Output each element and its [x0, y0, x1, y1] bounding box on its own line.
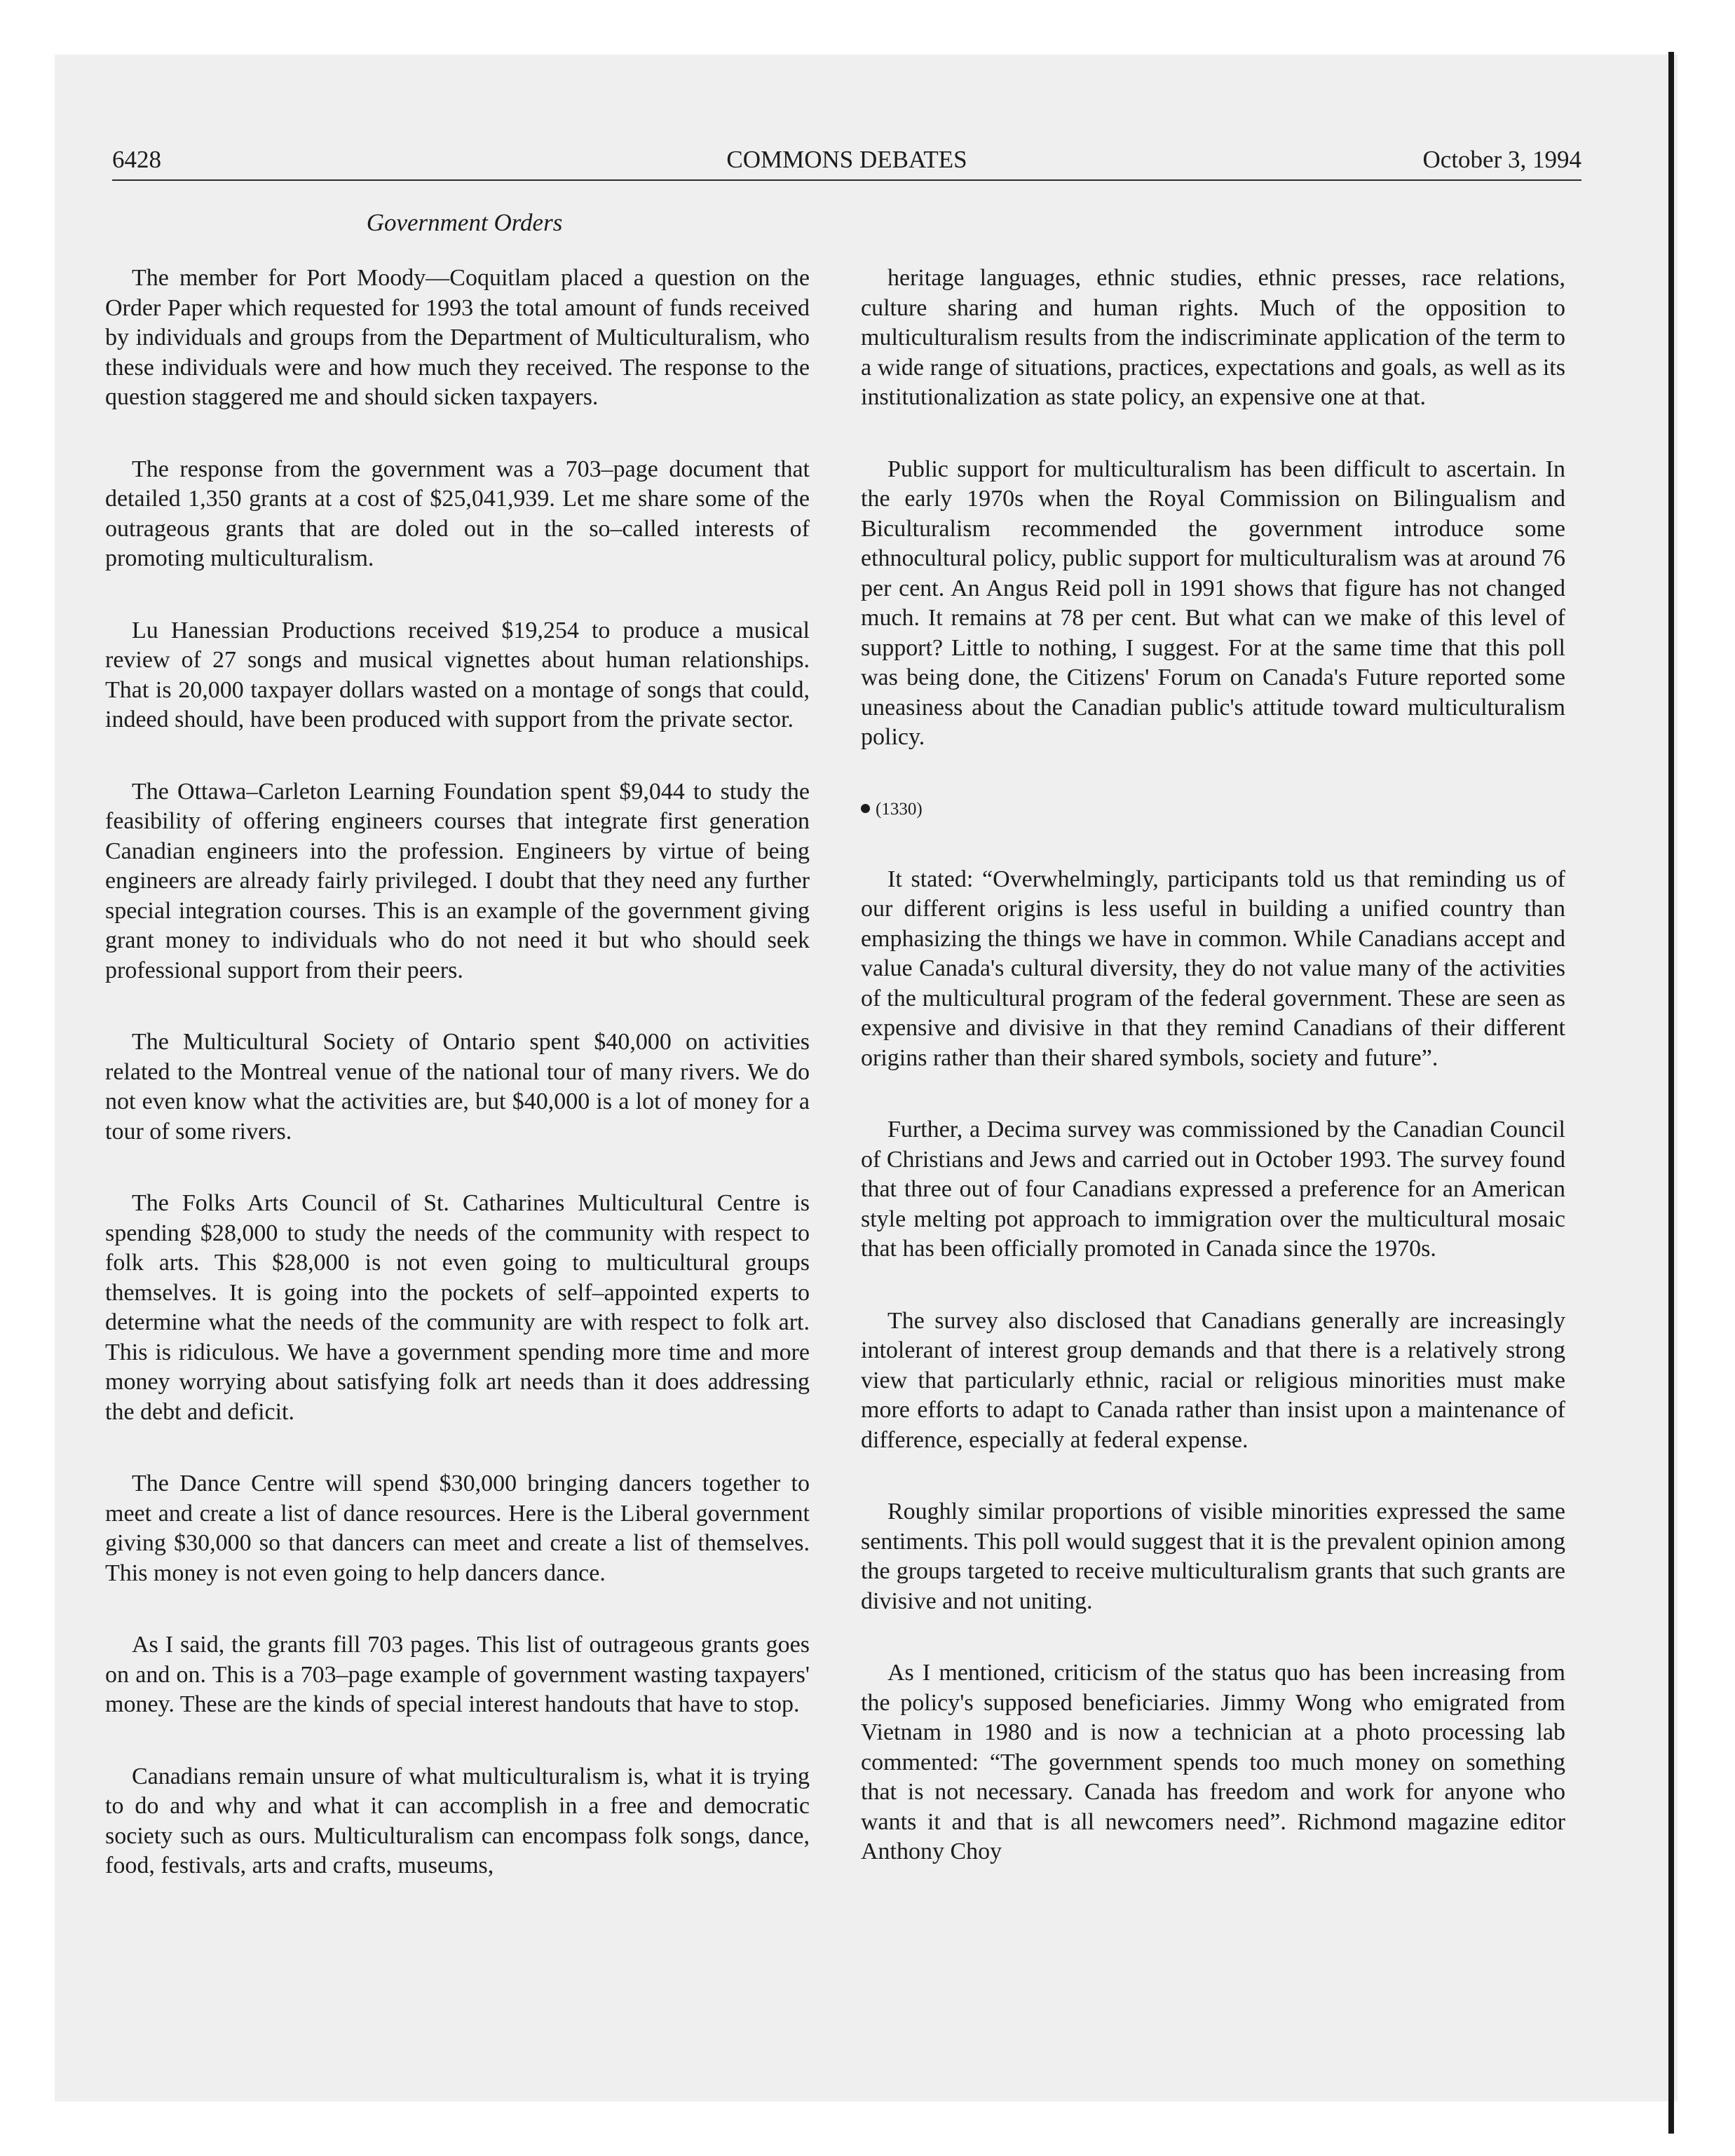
running-header	[112, 142, 1581, 178]
paragraph: The Multicultural Society of Ontario spent $40,000 on activities related to the Montreal venue of the national tour of many rivers. We do not even know what the activities are, but $40,000 is a lot of money for a tour of some rivers.	[105, 1029, 810, 1145]
paragraph: Public support for multiculturalism has been difficult to ascertain. In the early 1970s when the Royal Commission on Bilingualism and Biculturalism recommended the government introduce some ethnocultural policy, public support for multiculturalism was at around 76 per cent. An Angus Reid poll in 1991 shows that figure has not changed much. It remains at 78 per cent. But what can we make of this level of support? Little to nothing, I suggest. For at the same time that this poll was being done, the Citizens' Forum on Canada's Future reported some uneasiness about the Canadian public's attitude toward multiculturalism policy.	[861, 456, 1565, 750]
paragraph: heritage languages, ethnic studies, ethnic presses, race relations, culture sharing and human rights. Much of the opposition to multiculturalism results from the indiscriminate application of the term to a wide range of situations, practices, expectations and goals, as well as its institutionalization as state policy, an expensive one at that.	[861, 265, 1565, 410]
scan-edge-bar	[1668, 52, 1674, 2134]
header-rule	[112, 179, 1581, 181]
time-marker-text: (1330)	[876, 799, 923, 819]
paragraph: The response from the government was a 703–page document that detailed 1,350 grants at a cost of $25,041,939. Let me share some of the outrageous grants that are doled out in the so–called interests of promoting multiculturalism.	[105, 456, 810, 571]
paragraph: The survey also disclosed that Canadians generally are increasingly intolerant of interest group demands and that there is a relatively strong view that particularly ethnic, racial or religious minorities must make more efforts to adapt to Canada rather than insist upon a maintenance of difference, especially at federal expense.	[861, 1307, 1565, 1453]
paragraph: The Folks Arts Council of St. Catharines Multicultural Centre is spending $28,000 to study the needs of the community with respect to folk arts. This $28,000 is not even going to multicultural groups themselves. It is going into the pockets of self–appointed experts to determine what the needs of the community are with respect to folk art. This is ridiculous. We have a government spending more time and more money worrying about satisfying folk art needs than it does addressing the debt and deficit.	[105, 1190, 810, 1425]
paragraph: The Dance Centre will spend $30,000 bringing dancers together to meet and create a list of dance resources. Here is the Liberal government giving $30,000 so that dancers can meet and create a list of themselves. This money is not even going to help dancers dance.	[105, 1471, 810, 1586]
paragraph: Lu Hanessian Productions received $19,254 to produce a musical review of 27 songs and musical vignettes about human relationships. That is 20,000 taxpayer dollars wasted on a montage of songs that could, indeed should, have been produced with support from the private sector.	[105, 617, 810, 732]
paragraph: As I mentioned, criticism of the status quo has been increasing from the policy's supposed beneficiaries. Jimmy Wong who emigrated from Vietnam in 1980 and is now a technician at a photo processing lab commented: “The government spends too much money on something that is not necessary. Canada has freedom and work for anyone who wants it and that is all newcomers need”. Richmond magazine editor Anthony Choy	[861, 1660, 1565, 1864]
page-number: 6428	[112, 146, 161, 173]
paragraph: The Ottawa–Carleton Learning Foundation spent $9,044 to study the feasibility of offering engineers courses that integrate first generation Canadian engineers into the profession. Engineers by virtue of being engineers are already fairly privileged. I doubt that they need any further special integration courses. This is an example of the government giving grant money to individuals who do not need it but who should seek professional support from their peers.	[105, 778, 810, 983]
paragraph: Further, a Decima survey was commissioned by the Canadian Council of Christians and Jews and carried out in October 1993. The survey found that three out of four Canadians expressed a preference for an American style melting pot approach to immigration over the multicultural mosaic that has been officially promoted in Canada since the 1970s.	[861, 1117, 1565, 1262]
paragraph: As I said, the grants fill 703 pages. This list of outrageous grants goes on and on. This is a 703–page example of government wasting taxpayers' money. These are the kinds of special interest handouts that have to stop.	[105, 1632, 810, 1717]
bullet-icon	[861, 804, 870, 813]
page-date: October 3, 1994	[1422, 146, 1581, 173]
paragraph: It stated: “Overwhelmingly, participants told us that reminding us of our different origins is less useful in building a unified country than emphasizing the things we have in common. While Canadians accept and value Canada's cultural diversity, they do not value many of the activities of the multicultural program of the federal government. These are seen as expensive and divisive in that they remind Canadians of their different origins rather than their shared symbols, society and future”.	[861, 866, 1565, 1071]
paragraph: Roughly similar proportions of visible minorities expressed the same sentiments. This poll would suggest that it is the prevalent opinion among the groups targeted to receive multiculturalism grants that such grants are divisive and not uniting.	[861, 1499, 1565, 1614]
left-column	[105, 264, 810, 1923]
right-column	[861, 264, 1565, 1909]
paragraph: The member for Port Moody—Coquitlam placed a question on the Order Paper which requested for 1993 the total amount of funds received by individuals and groups from the Department of Multiculturalism, who these individuals were and how much they received. The response to the question staggered me and should sicken taxpayers.	[105, 265, 810, 410]
section-title: Government Orders	[366, 209, 563, 236]
time-marker	[861, 795, 1565, 824]
paragraph: Canadians remain unsure of what multiculturalism is, what it is trying to do and why and what it can accomplish in a free and democratic society such as ours. Multiculturalism can encompass folk songs, dance, food, festivals, arts and crafts, museums,	[105, 1763, 810, 1878]
journal-title: COMMONS DEBATES	[726, 146, 967, 173]
